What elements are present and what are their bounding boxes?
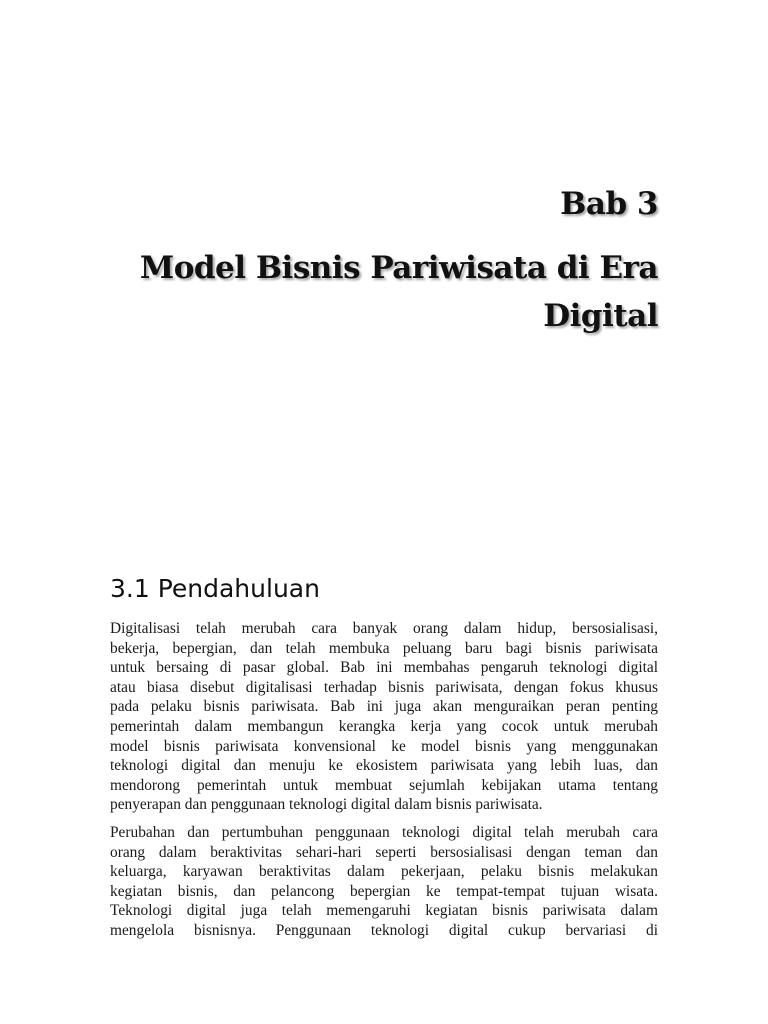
chapter-title-line: Digital — [543, 298, 658, 334]
chapter-heading-block — [110, 182, 658, 340]
text-line: kegiatan bisnis, dan pelancong bepergian ke tempat-tempat tujuan wisata. — [110, 882, 658, 900]
text-line: untuk bersaing di pasar global. Bab ini membahas pengaruh teknologi digital — [110, 659, 658, 677]
text-line: mengelola bisnisnya. Penggunaan teknologi digital cukup bervariasi di — [110, 921, 658, 939]
body-text — [110, 619, 658, 949]
text-line: Digitalisasi telah merubah cara banyak orang dalam hidup, bersosialisasi, — [110, 620, 658, 637]
paragraph — [110, 823, 658, 941]
text-line: pemerintah dalam membangun kerangka kerja yang cocok untuk merubah — [110, 717, 658, 735]
text-line: pada pelaku bisnis pariwisata. Bab ini juga akan menguraikan peran penting — [110, 698, 658, 716]
text-line: bekerja, bepergian, dan telah membuka peluang baru bagi bisnis pariwisata — [110, 639, 658, 657]
chapter-title-line: Model Bisnis Pariwisata di Era — [139, 250, 658, 286]
text-line: orang dalam beraktivitas sehari-hari seperti bersosialisasi dengan teman dan — [110, 843, 658, 861]
text-line: mendorong pemerintah untuk membuat sejumlah kebijakan utama tentang — [110, 776, 658, 794]
text-line: keluarga, karyawan beraktivitas dalam pekerjaan, pelaku bisnis melakukan — [110, 863, 658, 881]
text-line: model bisnis pariwisata konvensional ke model bisnis yang menggunakan — [110, 737, 658, 755]
text-line: Perubahan dan pertumbuhan penggunaan teknologi digital telah merubah cara — [110, 823, 658, 841]
chapter-number: Bab 3 — [560, 186, 658, 222]
paragraph — [110, 619, 658, 815]
section-heading: 3.1 Pendahuluan — [110, 574, 320, 603]
text-line: Teknologi digital juga telah memengaruhi kegiatan bisnis pariwisata dalam — [110, 902, 658, 920]
text-line: teknologi digital dan menuju ke ekosistem pariwisata yang lebih luas, dan — [110, 757, 658, 775]
text-line: atau biasa disebut digitalisasi terhadap bisnis pariwisata, dengan fokus khusus — [110, 678, 658, 696]
text-line: penyerapan dan penggunaan teknologi digital dalam bisnis pariwisata. — [110, 796, 543, 814]
chapter-title — [110, 244, 658, 340]
